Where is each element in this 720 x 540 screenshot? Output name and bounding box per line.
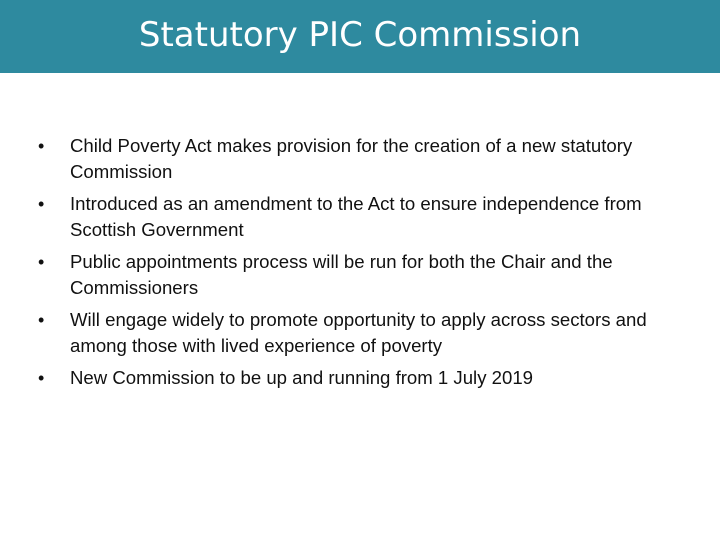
bullet-text: Introduced as an amendment to the Act to ensure independence from Scottish Government — [70, 193, 642, 240]
bullet-item — [38, 307, 688, 359]
bullet-point-icon: • — [38, 310, 45, 330]
bullet-point-icon: • — [38, 136, 45, 156]
bullet-point-icon: • — [38, 194, 45, 214]
slide-header — [0, 0, 720, 73]
bullet-item — [38, 249, 688, 301]
bullet-text: Public appointments process will be run for both the Chair and the Commissioners — [70, 251, 613, 298]
bullet-text: Child Poverty Act makes provision for the creation of a new statutory Commission — [70, 135, 633, 182]
bullet-item — [38, 365, 688, 391]
bullet-text: Will engage widely to promote opportunity to apply across sectors and among those with lived experience of poverty — [70, 309, 647, 356]
slide-title: Statutory PIC Commission — [138, 14, 582, 55]
bullet-text: New Commission to be up and running from 1 July 2019 — [70, 367, 534, 388]
bullet-list — [38, 133, 688, 397]
bullet-point-icon: • — [38, 252, 45, 272]
bullet-point-icon: • — [38, 368, 45, 388]
bullet-item — [38, 133, 688, 185]
bullet-item — [38, 191, 688, 243]
